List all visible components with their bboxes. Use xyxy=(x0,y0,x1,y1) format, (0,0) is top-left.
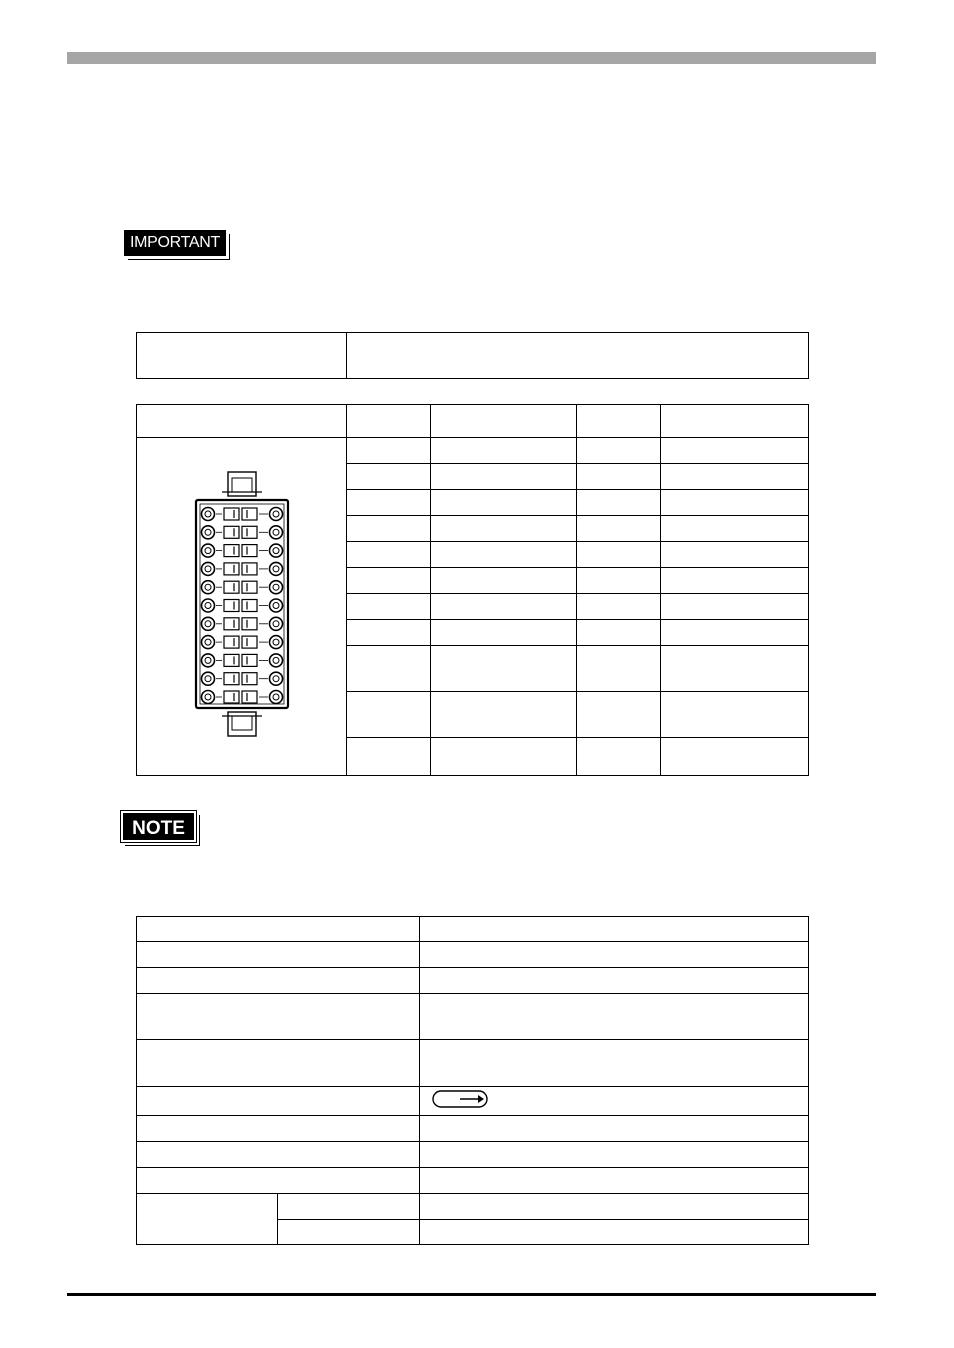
header-cell xyxy=(577,405,661,438)
terminal-slot xyxy=(224,618,239,630)
footer-rule xyxy=(67,1293,876,1296)
terminal-slot xyxy=(242,636,257,648)
note-badge: NOTE xyxy=(121,811,196,842)
specification-table xyxy=(136,916,809,1245)
terminal-slot xyxy=(224,600,239,612)
terminal-slot xyxy=(242,654,257,666)
table-row xyxy=(137,1040,809,1087)
spec-header-table xyxy=(136,332,809,379)
terminal-slot xyxy=(242,691,257,703)
terminal-slot xyxy=(242,508,257,520)
spec-header-cell xyxy=(347,333,809,379)
terminal-slot xyxy=(224,526,239,538)
terminal-slot xyxy=(224,508,239,520)
header-cell xyxy=(661,405,809,438)
table-row xyxy=(137,942,809,968)
table-row xyxy=(137,968,809,994)
table-row xyxy=(137,994,809,1040)
header-bar xyxy=(67,52,876,64)
table-row xyxy=(137,438,809,464)
table-row xyxy=(137,1194,809,1220)
table-row xyxy=(137,917,809,942)
terminal-slot xyxy=(242,618,257,630)
header-cell xyxy=(347,405,431,438)
pin-assignment-table xyxy=(136,404,809,776)
table-row xyxy=(137,1142,809,1168)
terminal-slot xyxy=(224,673,239,685)
connector-figure-cell xyxy=(137,438,347,776)
terminal-slot xyxy=(242,673,257,685)
header-cell xyxy=(431,405,577,438)
table-row xyxy=(137,1168,809,1194)
terminal-slot xyxy=(224,563,239,575)
terminal-slot xyxy=(242,581,257,593)
header-cell xyxy=(137,405,347,438)
spec-header-cell xyxy=(137,333,347,379)
terminal-slot xyxy=(224,691,239,703)
table-header-row xyxy=(137,405,809,438)
terminal-slot xyxy=(242,600,257,612)
terminal-block-connector-icon xyxy=(192,470,292,738)
terminal-slot xyxy=(224,654,239,666)
important-badge: IMPORTANT xyxy=(124,230,226,256)
terminal-slot xyxy=(242,545,257,557)
terminal-slot xyxy=(242,526,257,538)
terminal-slot xyxy=(224,581,239,593)
reference-arrow-icon[interactable] xyxy=(432,1089,488,1109)
terminal-slot xyxy=(224,545,239,557)
terminal-slot xyxy=(224,636,239,648)
table-row xyxy=(137,1116,809,1142)
terminal-slot xyxy=(242,563,257,575)
table-row xyxy=(137,1087,809,1116)
